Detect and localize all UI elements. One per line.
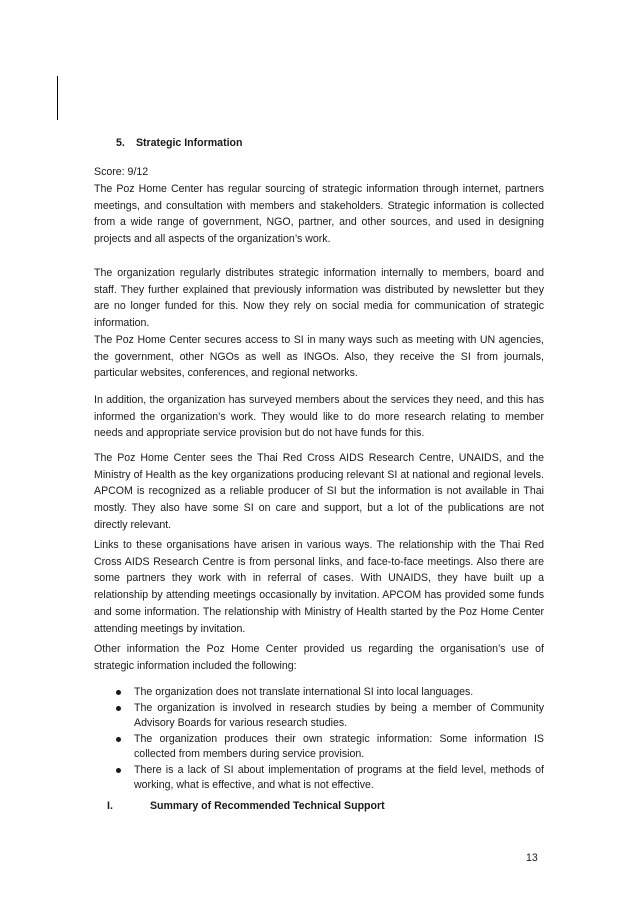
bullet-icon [116, 768, 121, 773]
list-intro: Other information the Poz Home Center provided us regarding the organisation’s use of strategic information included the following: [94, 643, 544, 672]
page-number: 13 [526, 852, 538, 864]
section-heading [116, 137, 243, 149]
paragraph-key-organizations: The Poz Home Center sees the Thai Red Cross AIDS Research Centre, UNAIDS, and the Ministry of Health as the key organizations producing relevant SI at national and regional levels. APCOM is recognized as a reliable producer of SI but the information is not available in Thai mostly. They also have some SI on care and support, but a lot of the publications are not directly relevant. [94, 452, 544, 531]
paragraph-distribution: The organization regularly distributes strategic information internally to members, board and staff. They further explained that previously information was distributed by newsletter but they are no longer funded for this. Now they rely on social media for communication of strategic information. [94, 267, 544, 330]
bullet-text: The organization is involved in research studies by being a member of Community Advisory Boards for various research studies. [134, 702, 544, 729]
summary-title: Summary of Recommended Technical Support [149, 800, 385, 812]
paragraph-links: Links to these organisations have arisen in various ways. The relationship with the Thai Red Cross AIDS Research Centre is from personal links, and face-to-face meetings. Also there are some partners they work with in referral of cases. With UNAIDS, they have built up a relationship by attending meetings occasionally by invitation. APCOM has provided some funds and some information. The relationship with Ministry of Health started by the Poz Home Center attending meetings by invitation. [94, 539, 544, 635]
paragraph-survey: In addition, the organization has surveyed members about the services they need, and this has informed the organization’s work. They would like to do more research relating to member needs and appropriate service provision but do not have funds for this. [94, 394, 544, 440]
bullet-icon [116, 690, 121, 695]
bullet-icon [116, 737, 121, 742]
bullet-list [94, 685, 544, 794]
bullet-text: There is a lack of SI about implementation of programs at the field level, methods of working, what is effective, and what is not effective. [134, 764, 544, 791]
list-item [94, 685, 544, 700]
paragraph-access: The Poz Home Center secures access to SI in many ways such as meeting with UN agencies, the government, other NGOs as well as INGOs. Also, they receive the SI from journals, particular websites, conferences, and regional networks. [94, 334, 544, 380]
score-line: Score: 9/12 [94, 166, 149, 178]
bullet-icon [116, 706, 121, 711]
list-item [94, 763, 544, 793]
bullet-text: The organization produces their own strategic information: Some information IS collected from members during service provision. [134, 733, 544, 760]
summary-number: I. [107, 800, 113, 812]
paragraph-sourcing: The Poz Home Center has regular sourcing of strategic information through internet, partners meetings, and consultation with members and stakeholders. Strategic information is collected from a wide range of government, NGO, partner, and other sources, and used in designing projects and all aspects of the organization’s work. [94, 183, 544, 246]
revision-bar [57, 76, 58, 120]
bullet-text: The organization does not translate international SI into local languages. [134, 686, 474, 698]
section-title: Strategic Information [135, 137, 243, 149]
summary-heading [107, 800, 385, 812]
list-item [94, 732, 544, 762]
list-item [94, 701, 544, 731]
section-number: 5. [116, 137, 125, 149]
